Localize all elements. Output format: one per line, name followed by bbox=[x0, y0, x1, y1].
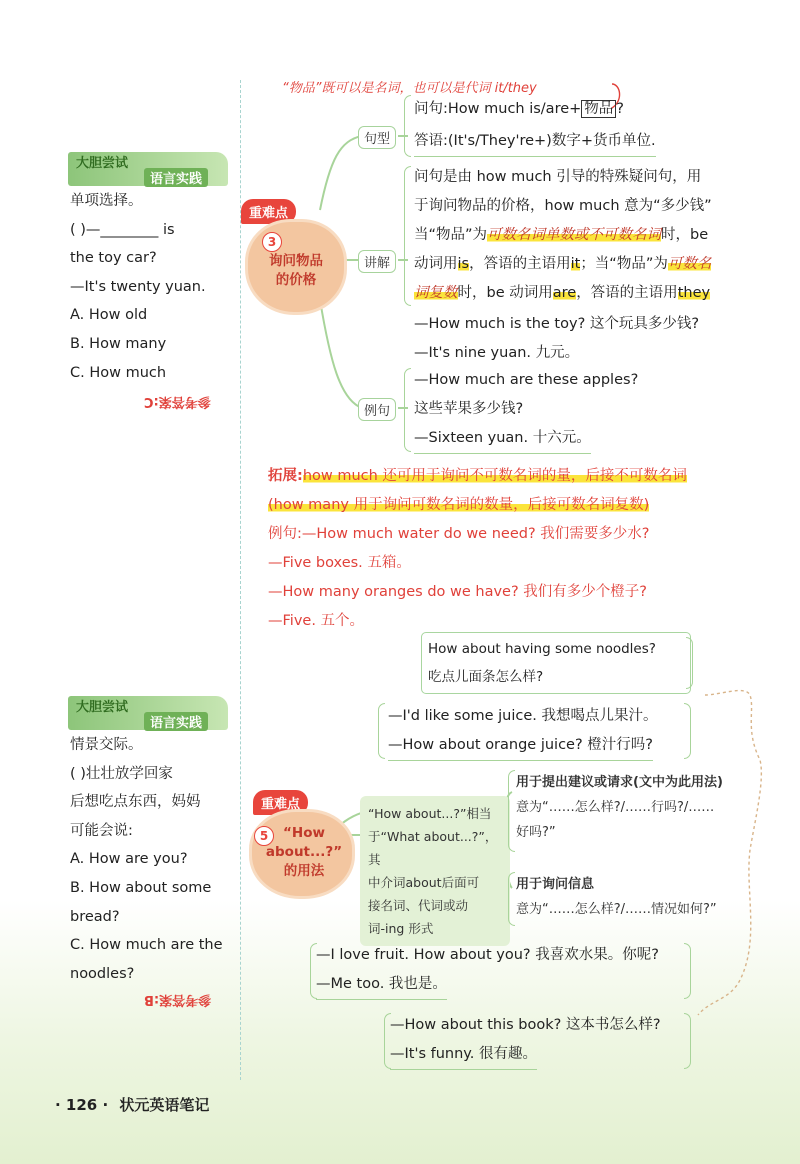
description-line: 词-ing 形式 bbox=[368, 921, 434, 936]
example-box bbox=[421, 632, 691, 694]
group-bracket bbox=[684, 1013, 691, 1069]
example-line: 吃点儿面条怎么样? bbox=[428, 669, 544, 685]
topic-title bbox=[258, 824, 350, 881]
text: 时，be bbox=[661, 227, 709, 243]
highlight: it bbox=[570, 256, 581, 272]
group-bracket bbox=[404, 368, 411, 452]
topic-number: 3 bbox=[262, 232, 282, 252]
explanation-line bbox=[414, 279, 712, 308]
exercise-answer: 参考答案:B bbox=[144, 992, 212, 1007]
example-sentence: —I love fruit. How about you? 我喜欢水果。你呢? bbox=[316, 947, 659, 963]
explanation-line: 于询问物品的价格，how much 意为“多少钱” bbox=[414, 198, 712, 214]
practice-tag-subtitle: 语言实践 bbox=[144, 712, 208, 731]
description-line: 接名词、代词或动 bbox=[368, 898, 469, 913]
highlight: 词复数 bbox=[414, 285, 458, 301]
usage-line: 意为“……怎么样?/……行吗?/…… bbox=[516, 800, 715, 815]
example-sentence: —How about this book? 这本书怎么样? bbox=[390, 1017, 661, 1033]
text: 动词用 bbox=[414, 256, 458, 272]
group-bracket bbox=[508, 770, 515, 852]
example-sentence: —How much are these apples? bbox=[414, 372, 639, 388]
practice-tag-title: 大胆尝试 bbox=[76, 156, 129, 171]
highlight: (how many 用于询问可数名词的数量，后接可数名词复数) bbox=[268, 497, 650, 513]
group-bracket bbox=[684, 943, 691, 999]
highlight: they bbox=[677, 285, 711, 301]
exercise-option-b: B. How about some bbox=[70, 879, 212, 896]
topic-node bbox=[248, 222, 344, 312]
exercise-question-line: ( )壮壮放学回家 bbox=[70, 765, 173, 782]
practice-tag-subtitle: 语言实践 bbox=[144, 168, 208, 187]
example-sentence: —I'd like some juice. 我想喝点儿果汁。 bbox=[388, 708, 658, 724]
book-title: 状元英语笔记 bbox=[119, 1096, 210, 1114]
extension-label: 拓展: bbox=[268, 468, 303, 484]
group-bracket bbox=[404, 95, 411, 157]
topic-number: 5 bbox=[254, 826, 274, 846]
extension-line bbox=[268, 462, 687, 491]
explanation-line: 问句是由 how much 引导的特殊疑问句，用 bbox=[414, 169, 702, 185]
group-bracket bbox=[404, 166, 411, 306]
group-bracket bbox=[686, 637, 693, 689]
usage-line: 意为“……怎么样?/……情况如何?” bbox=[516, 902, 717, 917]
description-line: 于“What about...?”，其 bbox=[368, 829, 498, 867]
note-text: “物品”既可以是名词，也可以是代词 it/they bbox=[282, 81, 537, 96]
pattern-answer: 答语:(It's/They're+)数字+货币单位. bbox=[414, 127, 656, 157]
exercise-option-c: C. How much are the bbox=[70, 937, 223, 954]
pattern-item-box: 物品 bbox=[581, 100, 616, 118]
exercise-question-line: 后想吃点东西，妈妈 bbox=[70, 794, 201, 811]
highlight: are bbox=[552, 285, 577, 301]
topic-title-line: 的用法 bbox=[283, 863, 325, 879]
explanation-line bbox=[414, 221, 712, 250]
example-sentence: 这些苹果多少钱? bbox=[414, 401, 524, 417]
topic-title-line: “How bbox=[283, 825, 325, 841]
extension-line bbox=[268, 491, 649, 520]
example-line: How about having some noodles? bbox=[428, 641, 656, 657]
highlight: how much 还可用于询问不可数名词的量，后接不可数名词 bbox=[302, 468, 687, 484]
example-sentence: —It's funny. 很有趣。 bbox=[390, 1040, 537, 1070]
usage-title: 用于询问信息 bbox=[516, 877, 595, 892]
exercise-option-b: B. How many bbox=[70, 335, 167, 352]
exercise-heading: 单项选择。 bbox=[70, 193, 143, 209]
extension-line: —How many oranges do we have? 我们有多少个橙子? bbox=[268, 584, 647, 600]
example-sentence: —How about orange juice? 橙汁行吗? bbox=[388, 731, 653, 761]
exercise-1 bbox=[70, 187, 235, 387]
exercise-question-line: 可能会说: bbox=[70, 822, 133, 839]
highlight: is bbox=[457, 256, 470, 272]
exercise-option-a: A. How are you? bbox=[70, 851, 188, 868]
group-bracket bbox=[378, 703, 385, 759]
extension-line: —Five boxes. 五箱。 bbox=[268, 555, 411, 571]
highlight: 可数名词单数或不可数名词 bbox=[487, 227, 662, 243]
topic-title-line: about...?” bbox=[265, 844, 343, 860]
topic-title bbox=[252, 252, 340, 290]
example-sentence: —Me too. 我也是。 bbox=[316, 970, 447, 1000]
usage-2 bbox=[516, 872, 717, 922]
description-line: 中介词about后面可 bbox=[368, 875, 480, 890]
text: 时，be 动词用 bbox=[457, 285, 553, 301]
example-sentence: —It's nine yuan. 九元。 bbox=[414, 345, 580, 361]
practice-tag bbox=[68, 152, 228, 186]
label-example: 例句 bbox=[358, 398, 396, 421]
example-sentence: —Sixteen yuan. 十六元。 bbox=[414, 424, 591, 454]
exercise-question-line: the toy car? bbox=[70, 250, 157, 267]
group-bracket bbox=[508, 872, 515, 926]
exercise-heading: 情景交际。 bbox=[70, 737, 143, 753]
topic-title-line: 询问物品 bbox=[269, 253, 323, 269]
usage-1 bbox=[516, 770, 723, 845]
usage-title: 用于提出建议或请求(文中为此用法) bbox=[516, 775, 723, 790]
exercise-option-c: C. How much bbox=[70, 364, 167, 381]
example-sentence: —How much is the toy? 这个玩具多少钱? bbox=[414, 316, 700, 332]
extension-line: 例句:—How much water do we need? 我们需要多少水? bbox=[268, 526, 650, 542]
text: ，答语的主语用 bbox=[576, 285, 678, 301]
exercise-option-b: bread? bbox=[70, 908, 120, 925]
label-sentence-pattern: 句型 bbox=[358, 126, 396, 149]
exercise-question-line: ( )—________ is bbox=[70, 221, 175, 238]
pattern-question-text: 问句:How much is/are+ bbox=[414, 101, 582, 117]
highlight: 可数名 bbox=[667, 256, 712, 272]
page-number: · 126 · bbox=[55, 1096, 109, 1114]
usage-description bbox=[360, 796, 510, 946]
usage-line: 好吗?” bbox=[516, 825, 556, 840]
text: 当“物品”为 bbox=[414, 227, 488, 243]
practice-tag bbox=[68, 696, 228, 730]
explanation bbox=[414, 163, 712, 308]
topic-title-line: 的价格 bbox=[275, 272, 317, 288]
exercise-option-a: A. How old bbox=[70, 307, 148, 324]
label-explanation: 讲解 bbox=[358, 250, 396, 273]
group-bracket bbox=[684, 703, 691, 759]
exercise-2 bbox=[70, 731, 240, 988]
topic-node bbox=[252, 812, 352, 896]
exercise-question-line: —It's twenty yuan. bbox=[70, 278, 206, 295]
page-footer bbox=[55, 1094, 209, 1115]
description-line: “How about...?”相当 bbox=[368, 806, 492, 821]
exercise-answer: 参考答案:C bbox=[144, 394, 211, 409]
pattern-question-mark: ? bbox=[616, 101, 624, 117]
practice-tag-title: 大胆尝试 bbox=[76, 700, 129, 715]
key-point-tag: 重难点 bbox=[253, 790, 308, 815]
explanation-line bbox=[414, 250, 712, 279]
extension-line: —Five. 五个。 bbox=[268, 613, 365, 629]
text: ，答语的主语用 bbox=[469, 256, 571, 272]
pattern-question bbox=[414, 95, 624, 124]
exercise-option-c: noodles? bbox=[70, 965, 135, 982]
key-point-tag: 重难点 bbox=[241, 199, 296, 224]
text: ；当“物品”为 bbox=[580, 256, 668, 272]
